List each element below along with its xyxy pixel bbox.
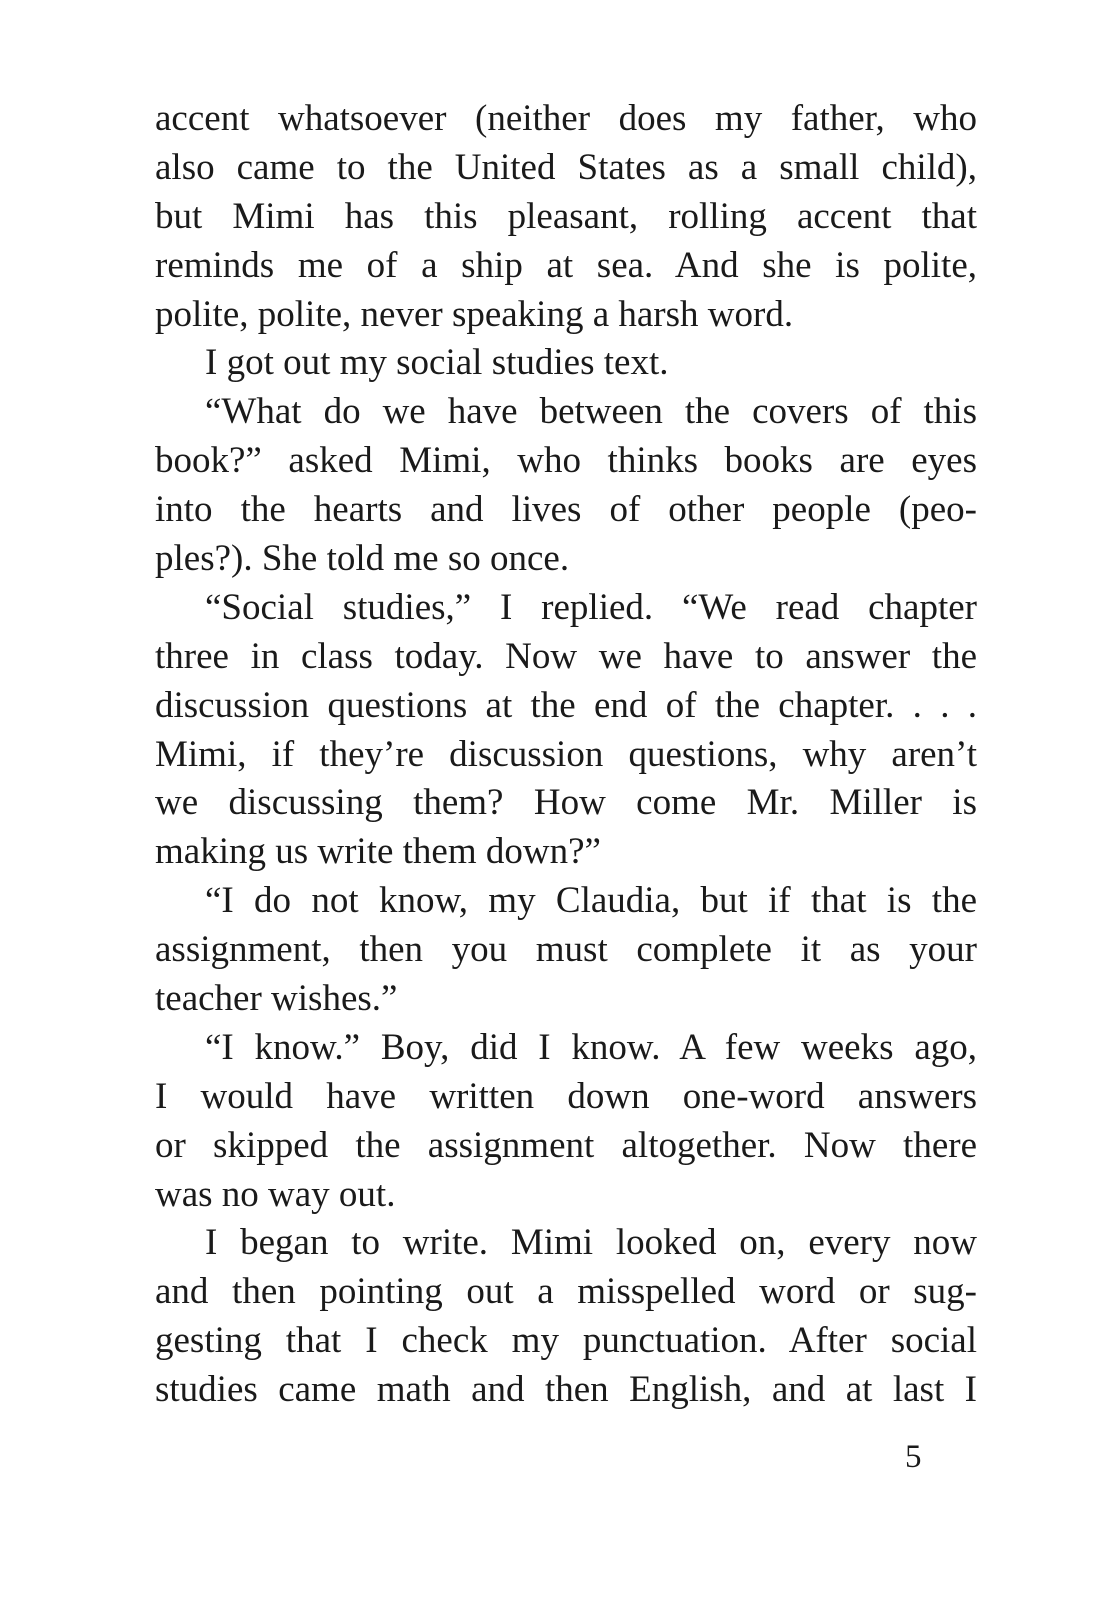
text-line: book?” asked Mimi, who thinks books are eyes xyxy=(155,440,977,482)
text-line: studies came math and then English, and at last I xyxy=(155,1369,977,1411)
text-line: I got out my social studies text. xyxy=(205,342,669,384)
text-line: but Mimi has this pleasant, rolling accent that xyxy=(155,195,977,237)
text-line: making us write them down?” xyxy=(155,831,601,873)
text-line: accent whatsoever (neither does my father, who xyxy=(155,98,977,139)
text-line: three in class today. Now we have to answer the xyxy=(155,635,977,677)
text-line: reminds me of a ship at sea. And she is polite, xyxy=(155,244,977,286)
text-line: we discussing them? How come Mr. Miller is xyxy=(155,782,977,824)
text-line: “I do not know, my Claudia, but if that is the xyxy=(205,880,977,922)
body-text xyxy=(155,95,977,1415)
text-line: ples?). She told me so once. xyxy=(155,538,570,580)
text-line: was no way out. xyxy=(155,1173,396,1215)
text-line: “Social studies,” I replied. “We read chapter xyxy=(205,586,977,628)
text-line: also came to the United States as a small child), xyxy=(155,146,977,188)
text-line: and then pointing out a misspelled word or sug- xyxy=(155,1271,977,1313)
text-line: or skipped the assignment altogether. Now there xyxy=(155,1124,977,1166)
text-line: “I know.” Boy, did I know. A few weeks ago, xyxy=(205,1026,977,1068)
text-line: “What do we have between the covers of this xyxy=(205,391,977,433)
text-line: I began to write. Mimi looked on, every now xyxy=(205,1222,977,1264)
text-line: into the hearts and lives of other people (peo- xyxy=(155,489,977,531)
text-line: discussion questions at the end of the chapter. . . . xyxy=(155,684,977,726)
text-line: gesting that I check my punctuation. After social xyxy=(155,1320,977,1362)
text-line: Mimi, if they’re discussion questions, why aren’t xyxy=(155,733,977,775)
page-number: 5 xyxy=(905,1439,922,1475)
text-line: assignment, then you must complete it as your xyxy=(155,929,977,971)
text-line: I would have written down one-word answers xyxy=(155,1075,977,1117)
text-line: polite, polite, never speaking a harsh word. xyxy=(155,293,794,335)
text-line: teacher wishes.” xyxy=(155,978,398,1020)
